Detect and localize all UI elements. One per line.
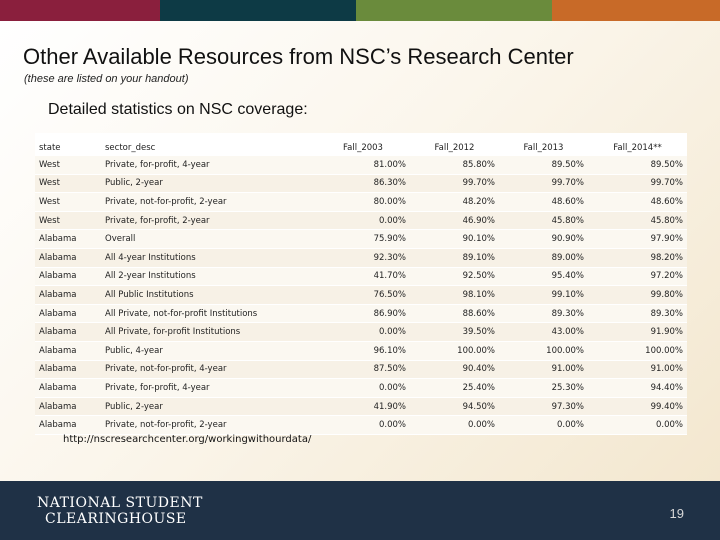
table-cell: 41.90% xyxy=(316,397,410,416)
table-row xyxy=(35,416,687,435)
table-cell: 99.10% xyxy=(499,286,588,305)
column-header: sector_desc xyxy=(101,133,316,156)
table-cell: 91.00% xyxy=(588,360,687,379)
table-cell: Alabama xyxy=(35,323,101,342)
table-cell: 90.10% xyxy=(410,230,499,249)
color-segment-1 xyxy=(0,0,160,21)
table-cell: 87.50% xyxy=(316,360,410,379)
table-cell: 75.90% xyxy=(316,230,410,249)
table-row xyxy=(35,211,687,230)
table-cell: 85.80% xyxy=(410,156,499,175)
table-cell: 46.90% xyxy=(410,211,499,230)
table-row xyxy=(35,248,687,267)
table-cell: 89.50% xyxy=(499,156,588,175)
table-cell: Alabama xyxy=(35,379,101,398)
table-cell: 92.50% xyxy=(410,267,499,286)
table-cell: All Private, for-profit Institutions xyxy=(101,323,316,342)
table-row xyxy=(35,286,687,305)
source-url[interactable]: http://nscresearchcenter.org/workingwithourdata/ xyxy=(63,434,312,445)
color-segment-2 xyxy=(160,0,356,21)
table-cell: Alabama xyxy=(35,397,101,416)
table-cell: Alabama xyxy=(35,248,101,267)
column-header: Fall_2003 xyxy=(316,133,410,156)
coverage-table xyxy=(35,133,687,435)
table-cell: 97.90% xyxy=(588,230,687,249)
table-cell: 25.30% xyxy=(499,379,588,398)
table-cell: 48.60% xyxy=(588,193,687,212)
table-cell: All Public Institutions xyxy=(101,286,316,305)
table-cell: 41.70% xyxy=(316,267,410,286)
table-cell: 100.00% xyxy=(410,341,499,360)
table-cell: 81.00% xyxy=(316,156,410,175)
table-cell: 95.40% xyxy=(499,267,588,286)
table-cell: 0.00% xyxy=(316,323,410,342)
table-cell: 39.50% xyxy=(410,323,499,342)
slide-subtitle: (these are listed on your handout) xyxy=(24,73,189,85)
table-cell: 99.40% xyxy=(588,397,687,416)
table-cell: 91.00% xyxy=(499,360,588,379)
table-cell: 45.80% xyxy=(588,211,687,230)
table-cell: 89.30% xyxy=(588,304,687,323)
table-cell: 25.40% xyxy=(410,379,499,398)
table-cell: Private, for-profit, 4-year xyxy=(101,156,316,175)
table-cell: 86.30% xyxy=(316,174,410,193)
table-cell: Private, not-for-profit, 2-year xyxy=(101,193,316,212)
table-cell: 99.70% xyxy=(499,174,588,193)
table-cell: 0.00% xyxy=(316,416,410,435)
table-header-row xyxy=(35,133,687,156)
table-cell: 76.50% xyxy=(316,286,410,305)
table-cell: Private, for-profit, 2-year xyxy=(101,211,316,230)
table-cell: 99.70% xyxy=(588,174,687,193)
table-cell: 98.20% xyxy=(588,248,687,267)
table-row xyxy=(35,360,687,379)
table-cell: West xyxy=(35,193,101,212)
section-heading: Detailed statistics on NSC coverage: xyxy=(48,101,308,118)
table-cell: 86.90% xyxy=(316,304,410,323)
table-cell: 0.00% xyxy=(316,211,410,230)
table-cell: 92.30% xyxy=(316,248,410,267)
table-cell: 90.40% xyxy=(410,360,499,379)
table-cell: All 4-year Institutions xyxy=(101,248,316,267)
table-cell: 90.90% xyxy=(499,230,588,249)
table-cell: 94.40% xyxy=(588,379,687,398)
table-cell: 88.60% xyxy=(410,304,499,323)
table-cell: Overall xyxy=(101,230,316,249)
table-cell: Alabama xyxy=(35,360,101,379)
table-row xyxy=(35,267,687,286)
table-cell: 0.00% xyxy=(588,416,687,435)
table-row xyxy=(35,304,687,323)
table-cell: 89.00% xyxy=(499,248,588,267)
column-header: Fall_2013 xyxy=(499,133,588,156)
table-cell: 48.20% xyxy=(410,193,499,212)
table-cell: 43.00% xyxy=(499,323,588,342)
table-cell: All Private, not-for-profit Institutions xyxy=(101,304,316,323)
table-cell: 89.50% xyxy=(588,156,687,175)
table-cell: 89.10% xyxy=(410,248,499,267)
table-cell: West xyxy=(35,174,101,193)
table-row xyxy=(35,230,687,249)
table-cell: Alabama xyxy=(35,286,101,305)
table-cell: 48.60% xyxy=(499,193,588,212)
table-cell: 97.30% xyxy=(499,397,588,416)
table-cell: Alabama xyxy=(35,341,101,360)
logo-line-2: CLEARINGHOUSE xyxy=(45,511,187,527)
table-cell: West xyxy=(35,156,101,175)
table-cell: 80.00% xyxy=(316,193,410,212)
clearinghouse-logo xyxy=(37,495,203,527)
table-cell: 100.00% xyxy=(499,341,588,360)
table-cell: All 2-year Institutions xyxy=(101,267,316,286)
color-segment-4 xyxy=(552,0,720,21)
table-row xyxy=(35,156,687,175)
table-row xyxy=(35,174,687,193)
table-cell: Private, for-profit, 4-year xyxy=(101,379,316,398)
table-row xyxy=(35,323,687,342)
table-row xyxy=(35,193,687,212)
logo-line-1: NATIONAL STUDENT xyxy=(37,495,203,511)
table-cell: 97.20% xyxy=(588,267,687,286)
page-number: 19 xyxy=(669,506,684,521)
color-segment-3 xyxy=(356,0,552,21)
table-cell: Alabama xyxy=(35,416,101,435)
table-cell: Public, 2-year xyxy=(101,174,316,193)
table-cell: Public, 4-year xyxy=(101,341,316,360)
column-header: Fall_2012 xyxy=(410,133,499,156)
column-header: state xyxy=(35,133,101,156)
table-cell: Public, 2-year xyxy=(101,397,316,416)
table-cell: Private, not-for-profit, 2-year xyxy=(101,416,316,435)
table-row xyxy=(35,379,687,398)
table-cell: 0.00% xyxy=(316,379,410,398)
table-cell: Private, not-for-profit, 4-year xyxy=(101,360,316,379)
table-cell: 91.90% xyxy=(588,323,687,342)
slide-title: Other Available Resources from NSC’s Research Center xyxy=(23,44,574,69)
top-color-bar xyxy=(0,0,720,21)
table-cell: 98.10% xyxy=(410,286,499,305)
table-cell: Alabama xyxy=(35,304,101,323)
table-cell: 89.30% xyxy=(499,304,588,323)
table-cell: 94.50% xyxy=(410,397,499,416)
table-cell: Alabama xyxy=(35,230,101,249)
table-cell: West xyxy=(35,211,101,230)
table-cell: 99.70% xyxy=(410,174,499,193)
column-header: Fall_2014** xyxy=(588,133,687,156)
table-cell: 100.00% xyxy=(588,341,687,360)
table-row xyxy=(35,397,687,416)
table-cell: 0.00% xyxy=(410,416,499,435)
table-cell: Alabama xyxy=(35,267,101,286)
table-cell: 0.00% xyxy=(499,416,588,435)
table-cell: 96.10% xyxy=(316,341,410,360)
table-cell: 45.80% xyxy=(499,211,588,230)
table-cell: 99.80% xyxy=(588,286,687,305)
table-row xyxy=(35,341,687,360)
